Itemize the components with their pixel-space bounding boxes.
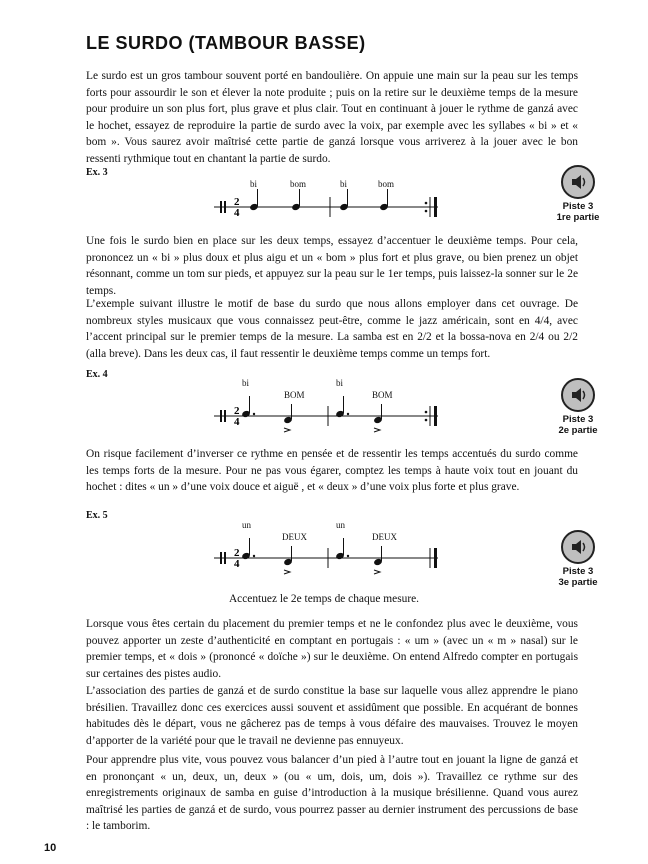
speaker-icon <box>561 378 595 412</box>
speaker-icon <box>561 165 595 199</box>
page-number: 10 <box>44 842 57 854</box>
audio-badge-4[interactable] <box>556 378 600 436</box>
audio-badge-5[interactable] <box>556 530 600 588</box>
syllable: bi <box>336 378 344 388</box>
paragraph-motif: L’exemple suivant illustre le motif de base du surdo que nous allons employer dans cet ouvrage. De nombreux styles musicaux que vous connaissez peut-être, comme le jazz américain, sont en 4/4, avec l’accent principal sur le premier temps de la mesure. La samba est en 2/2 et la bossa-nova en 2/4 ou 2/2 (alla breve). Dans les deux cas, il faut ressentir le deuxième temps comme un temps fort. <box>86 298 578 360</box>
svg-text:2: 2 <box>234 405 240 417</box>
example-label-4: Ex. 4 <box>86 369 108 380</box>
example-label-3: Ex. 3 <box>86 167 108 178</box>
audio-badge-3[interactable] <box>556 165 600 223</box>
syllable: bi <box>242 378 250 388</box>
syllable: bi <box>250 179 258 189</box>
syllable: bom <box>290 179 307 189</box>
time-sig-top: 2 <box>234 196 240 208</box>
notes <box>249 189 389 211</box>
speaker-icon <box>561 530 595 564</box>
svg-text:4: 4 <box>234 558 240 570</box>
syllable: BOM <box>284 390 305 400</box>
paragraph-accent: Une fois le surdo bien en place sur les deux temps, essayez d’accentuer le deuxième temps. Pour cela, prononcez un « bi » plus doux et plus aigu et un « bom » plus fort et plus grave, ou bien prenez un objet résonnant, comme un tom sur pieds, et appuyez sur la peau sur le 1er temps, puis laissez-la sonner sur le 2e temps. <box>86 235 578 297</box>
syllable: BOM <box>372 390 393 400</box>
page-title: LE SURDO (TAMBOUR BASSE) <box>86 33 366 53</box>
paragraph-association: L’association des parties de ganzá et de surdo constitue la base sur laquelle vous allez apprendre le piano brésilien. Travaillez donc ces exercices aussi souvent et assidûment que possible. En acquérant de bonnes habitudes dès le départ, vous ne gâcherez pas de temps à vous défaire des mauvaises. Trouvez le moyen d’apporter de la variété pour que le travail ne devienne pas ennuyeux. <box>86 685 578 747</box>
paragraph-practice: Pour apprendre plus vite, vous pouvez vous balancer d’un pied à l’autre tout en jouant la ligne de ganzá et en prononçant « un, deux, un, deux » (ou « um, dois, um, dois »). Travaillez ce rythme sur des enregistrements originaux de samba en guise d’introduction à la musique brésilienne. Quand vous aurez maîtrisé les parties de ganzá et de surdo, vous pourrez passer au dernier instrument des percussions de base : le tamborim. <box>86 754 578 832</box>
syllable: bi <box>340 179 348 189</box>
paragraph-intro: Le surdo est un gros tambour souvent porté en bandoulière. On appuie une main sur la peau sur les temps forts pour assourdir le son et élever la note produite ; puis on la retire sur le deuxième temps de la mesure pour produire un son plus fort, plus grave et plus clair. Tout en continuant à jouer le rythme de ganzá avec le hochet, essayez de reproduire la partie de surdo avec la voix, par exemple avec les syllabes « bi » et « bom ». Vous saurez avoir maîtrisé cette partie de ganzá lorsque vous arriverez à la jouer avec le bon ressenti rythmique tout en chantant la partie de surdo. <box>86 70 578 165</box>
svg-text:4: 4 <box>234 416 240 428</box>
track-label: Piste 3 2e partie <box>558 414 598 436</box>
syllable: DEUX <box>282 532 307 542</box>
paragraph-counting: On risque facilement d’inverser ce rythme en pensée et de ressentir les temps accentués du surdo comme les temps forts de la mesure. Pour ne pas vous égarer, comptez les temps à haute voix tout en jouant du hochet : dites « un » d’une voix douce et aiguë , et « deux » d’une voix plus forte et plus grave. <box>86 448 578 493</box>
paragraph-portuguese: Lorsque vous êtes certain du placement du premier temps et ne le confondez plus avec le deuxième, vous pouvez apporter un zeste d’authenticité en comptant en portugais : « um » (avec un « m » nasal) sur le premier temps, et « dois » (prononcé « doïche ») sur le deuxième. On entend Alfredo compter en portugais sur certaines des pistes audio. <box>86 618 578 680</box>
syllable: DEUX <box>372 532 397 542</box>
staff-example-4 <box>212 376 444 436</box>
example-caption: Accentuez le 2e temps de chaque mesure. <box>228 593 420 605</box>
syllable: un <box>242 520 251 530</box>
staff-example-3 <box>212 168 444 228</box>
track-label: Piste 3 3e partie <box>558 566 598 588</box>
staff-example-5 <box>212 518 444 578</box>
track-label: Piste 3 1re partie <box>556 201 600 223</box>
syllable: un <box>336 520 345 530</box>
example-label-5: Ex. 5 <box>86 510 108 521</box>
time-sig-bottom: 4 <box>234 207 240 219</box>
svg-text:2: 2 <box>234 547 240 559</box>
syllable: bom <box>378 179 395 189</box>
